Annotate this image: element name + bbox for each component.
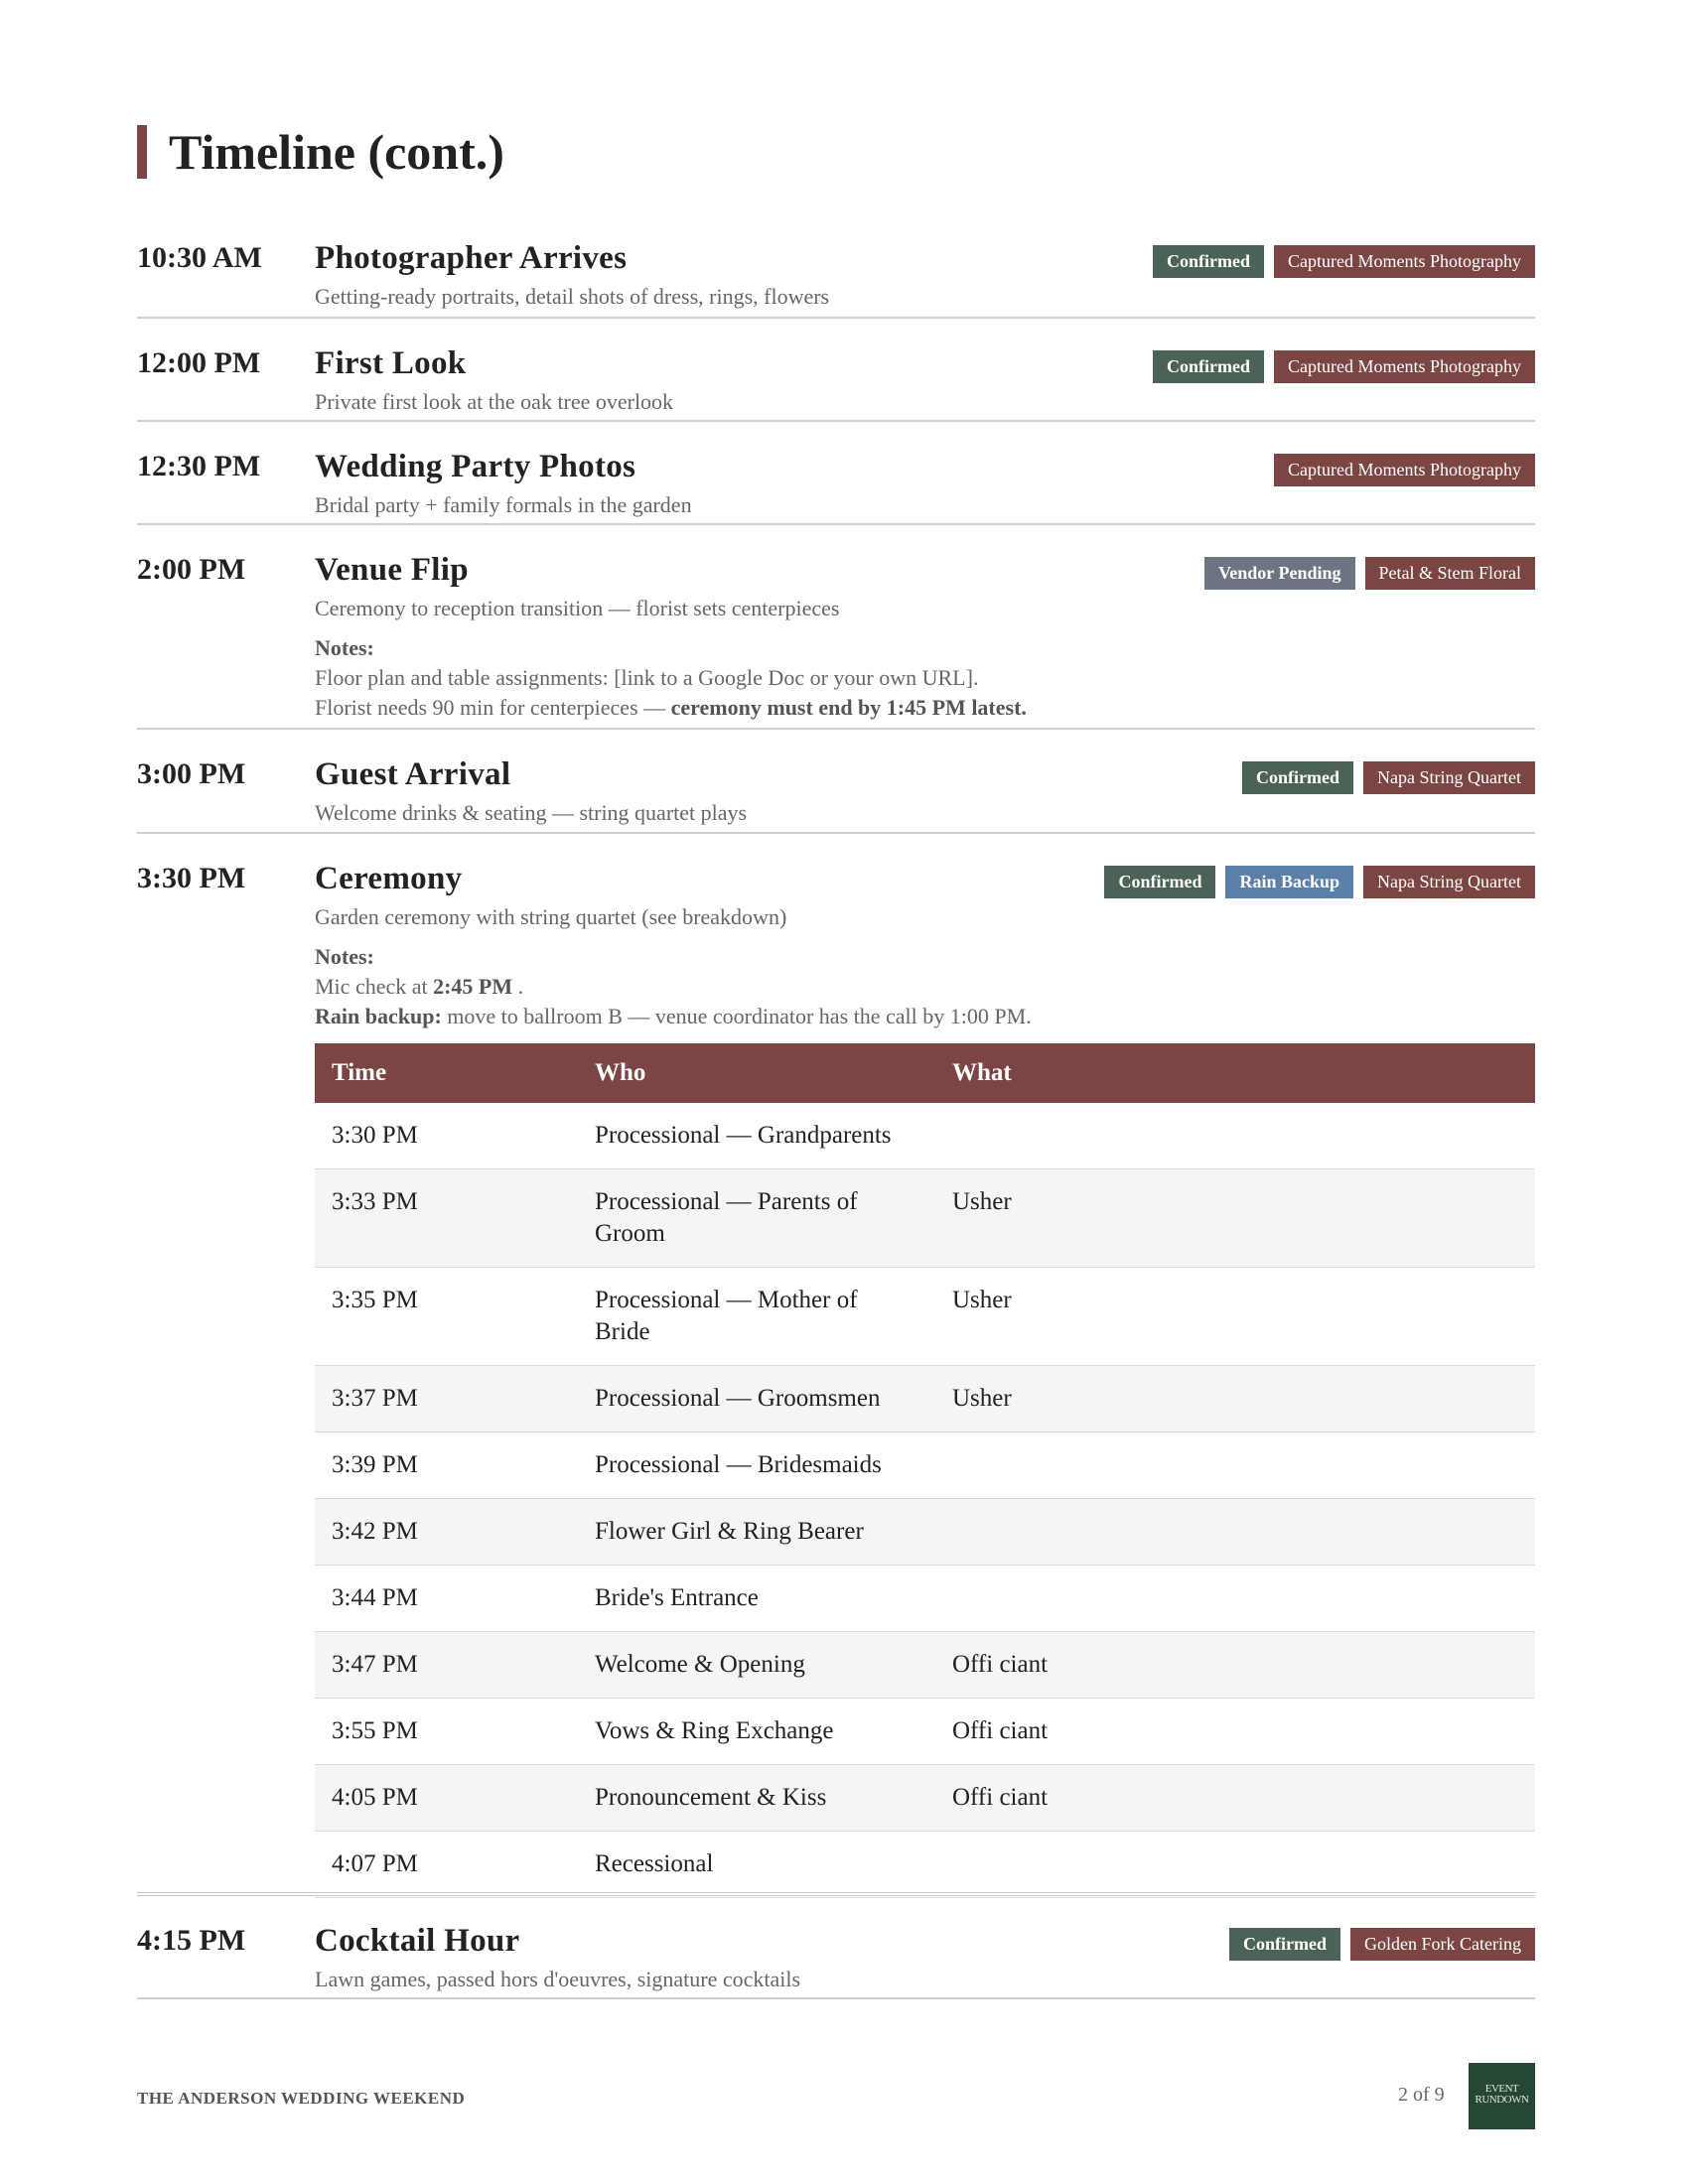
- cell-what: [935, 1832, 1535, 1898]
- table-row: [315, 1499, 1535, 1566]
- vendor-badge: Golden Fork Catering: [1350, 1928, 1535, 1961]
- cell-what: [935, 1433, 1535, 1499]
- notes-text: .: [512, 974, 524, 999]
- event-rundown-logo: [1469, 2063, 1535, 2129]
- cell-time: 3:42 PM: [315, 1499, 578, 1566]
- table-row: [315, 1832, 1535, 1898]
- column-header-what: What: [935, 1043, 1535, 1103]
- cell-who: Flower Girl & Ring Bearer: [578, 1499, 935, 1566]
- table-row: [315, 1268, 1535, 1366]
- table-row: [315, 1169, 1535, 1268]
- column-header-who: Who: [578, 1043, 935, 1103]
- cell-what: Usher: [935, 1366, 1535, 1433]
- column-header-time: Time: [315, 1043, 578, 1103]
- cell-time: 4:05 PM: [315, 1765, 578, 1832]
- event-notes: [315, 633, 1535, 723]
- status-badge: Confirmed: [1153, 245, 1264, 278]
- logo-text: EVENT: [1484, 2083, 1519, 2095]
- cell-who: Welcome & Opening: [578, 1632, 935, 1699]
- cell-who: Recessional: [578, 1832, 935, 1898]
- page-title: Timeline (cont.): [137, 125, 504, 179]
- event-desc: Getting-ready portraits, detail shots of dress, rings, flowers: [315, 284, 830, 309]
- event-first-look: [137, 319, 1535, 422]
- notes-label: Notes:: [315, 635, 374, 660]
- event-time: 2:00 PM: [137, 553, 246, 586]
- notes-text: Florist needs 90 min for centerpieces —: [315, 695, 671, 720]
- notes-line: [315, 1002, 1535, 1031]
- event-desc: Bridal party + family formals in the garden: [315, 492, 692, 517]
- notes-label: Notes:: [315, 944, 374, 969]
- event-title: Cocktail Hour: [315, 1923, 520, 1959]
- cell-time: 3:47 PM: [315, 1632, 578, 1699]
- cell-who: Processional — Bridesmaids: [578, 1433, 935, 1499]
- status-badge: Vendor Pending: [1204, 557, 1355, 590]
- table-row: [315, 1765, 1535, 1832]
- table-row: [315, 1366, 1535, 1433]
- page-number: 2 of 9: [1398, 2084, 1445, 2106]
- event-ceremony: [137, 834, 1535, 1896]
- event-title: Photographer Arrives: [315, 240, 628, 276]
- event-desc: Lawn games, passed hors d'oeuvres, signature cocktails: [315, 1967, 801, 1991]
- event-desc: Welcome drinks & seating — string quartet plays: [315, 800, 748, 825]
- status-badge: Confirmed: [1104, 866, 1215, 898]
- event-title: Wedding Party Photos: [315, 449, 636, 484]
- table-row: [315, 1433, 1535, 1499]
- status-badge: Confirmed: [1153, 350, 1264, 383]
- cell-what: Offi ciant: [935, 1699, 1535, 1765]
- cell-what: Offi ciant: [935, 1632, 1535, 1699]
- cell-time: 3:30 PM: [315, 1103, 578, 1169]
- event-party-photos: [137, 422, 1535, 525]
- notes-line: Floor plan and table assignments: [link to a Google Doc or your own URL].: [315, 665, 979, 690]
- cell-time: 3:35 PM: [315, 1268, 578, 1366]
- cell-who: Bride's Entrance: [578, 1566, 935, 1632]
- notes-line: [315, 972, 1535, 1002]
- event-title: First Look: [315, 345, 467, 381]
- event-time: 12:30 PM: [137, 450, 261, 482]
- event-time: 3:30 PM: [137, 862, 246, 894]
- table-row: [315, 1103, 1535, 1169]
- footer-event-name: THE ANDERSON WEDDING WEEKEND: [137, 2089, 466, 2108]
- cell-what: Offi ciant: [935, 1765, 1535, 1832]
- notes-text: move to ballroom B — venue coordinator has the call by 1:00 PM.: [441, 1004, 1032, 1028]
- event-time: 4:15 PM: [137, 1924, 246, 1957]
- notes-emphasis: Rain backup:: [315, 1004, 442, 1028]
- cell-what: Usher: [935, 1169, 1535, 1268]
- event-time: 12:00 PM: [137, 346, 261, 379]
- event-desc: Private first look at the oak tree overlook: [315, 389, 674, 414]
- vendor-badge: Petal & Stem Floral: [1365, 557, 1536, 590]
- vendor-badge: Napa String Quartet: [1363, 866, 1535, 898]
- cell-what: [935, 1566, 1535, 1632]
- notes-emphasis: ceremony must end by 1:45 PM latest.: [670, 695, 1027, 720]
- notes-line: [315, 693, 1535, 723]
- cell-who: Processional — Mother of Bride: [578, 1268, 935, 1366]
- cell-who: Processional — Parents of Groom: [578, 1169, 935, 1268]
- cell-time: 3:39 PM: [315, 1433, 578, 1499]
- event-time: 3:00 PM: [137, 757, 246, 790]
- table-row: [315, 1699, 1535, 1765]
- notes-emphasis: 2:45 PM: [433, 974, 513, 999]
- event-guest-arrival: [137, 730, 1535, 834]
- cell-what: [935, 1499, 1535, 1566]
- status-badge: Confirmed: [1242, 761, 1353, 794]
- event-photographer: [137, 238, 1535, 319]
- event-time: 10:30 AM: [137, 241, 262, 274]
- vendor-badge: Napa String Quartet: [1363, 761, 1535, 794]
- cell-time: 4:07 PM: [315, 1832, 578, 1898]
- vendor-badge: Captured Moments Photography: [1274, 454, 1535, 486]
- cell-what: [935, 1103, 1535, 1169]
- event-desc: Ceremony to reception transition — florist sets centerpieces: [315, 596, 840, 620]
- event-desc: Garden ceremony with string quartet (see breakdown): [315, 904, 787, 929]
- cell-what: Usher: [935, 1268, 1535, 1366]
- event-notes: [315, 942, 1535, 1031]
- event-title: Guest Arrival: [315, 756, 511, 792]
- notes-text: Mic check at: [315, 974, 434, 999]
- event-cocktail-hour: [137, 1896, 1535, 1999]
- rain-backup-badge: Rain Backup: [1225, 866, 1353, 898]
- logo-text: RUNDOWN: [1475, 2094, 1529, 2106]
- cell-who: Processional — Grandparents: [578, 1103, 935, 1169]
- cell-time: 3:37 PM: [315, 1366, 578, 1433]
- ceremony-breakdown-table: [315, 1043, 1535, 1898]
- event-venue-flip: [137, 525, 1535, 730]
- event-title: Ceremony: [315, 861, 463, 896]
- cell-time: 3:44 PM: [315, 1566, 578, 1632]
- cell-time: 3:55 PM: [315, 1699, 578, 1765]
- vendor-badge: Captured Moments Photography: [1274, 245, 1535, 278]
- cell-time: 3:33 PM: [315, 1169, 578, 1268]
- cell-who: Pronouncement & Kiss: [578, 1765, 935, 1832]
- cell-who: Processional — Groomsmen: [578, 1366, 935, 1433]
- status-badge: Confirmed: [1229, 1928, 1340, 1961]
- cell-who: Vows & Ring Exchange: [578, 1699, 935, 1765]
- event-title: Venue Flip: [315, 552, 469, 588]
- table-row: [315, 1632, 1535, 1699]
- table-row: [315, 1566, 1535, 1632]
- vendor-badge: Captured Moments Photography: [1274, 350, 1535, 383]
